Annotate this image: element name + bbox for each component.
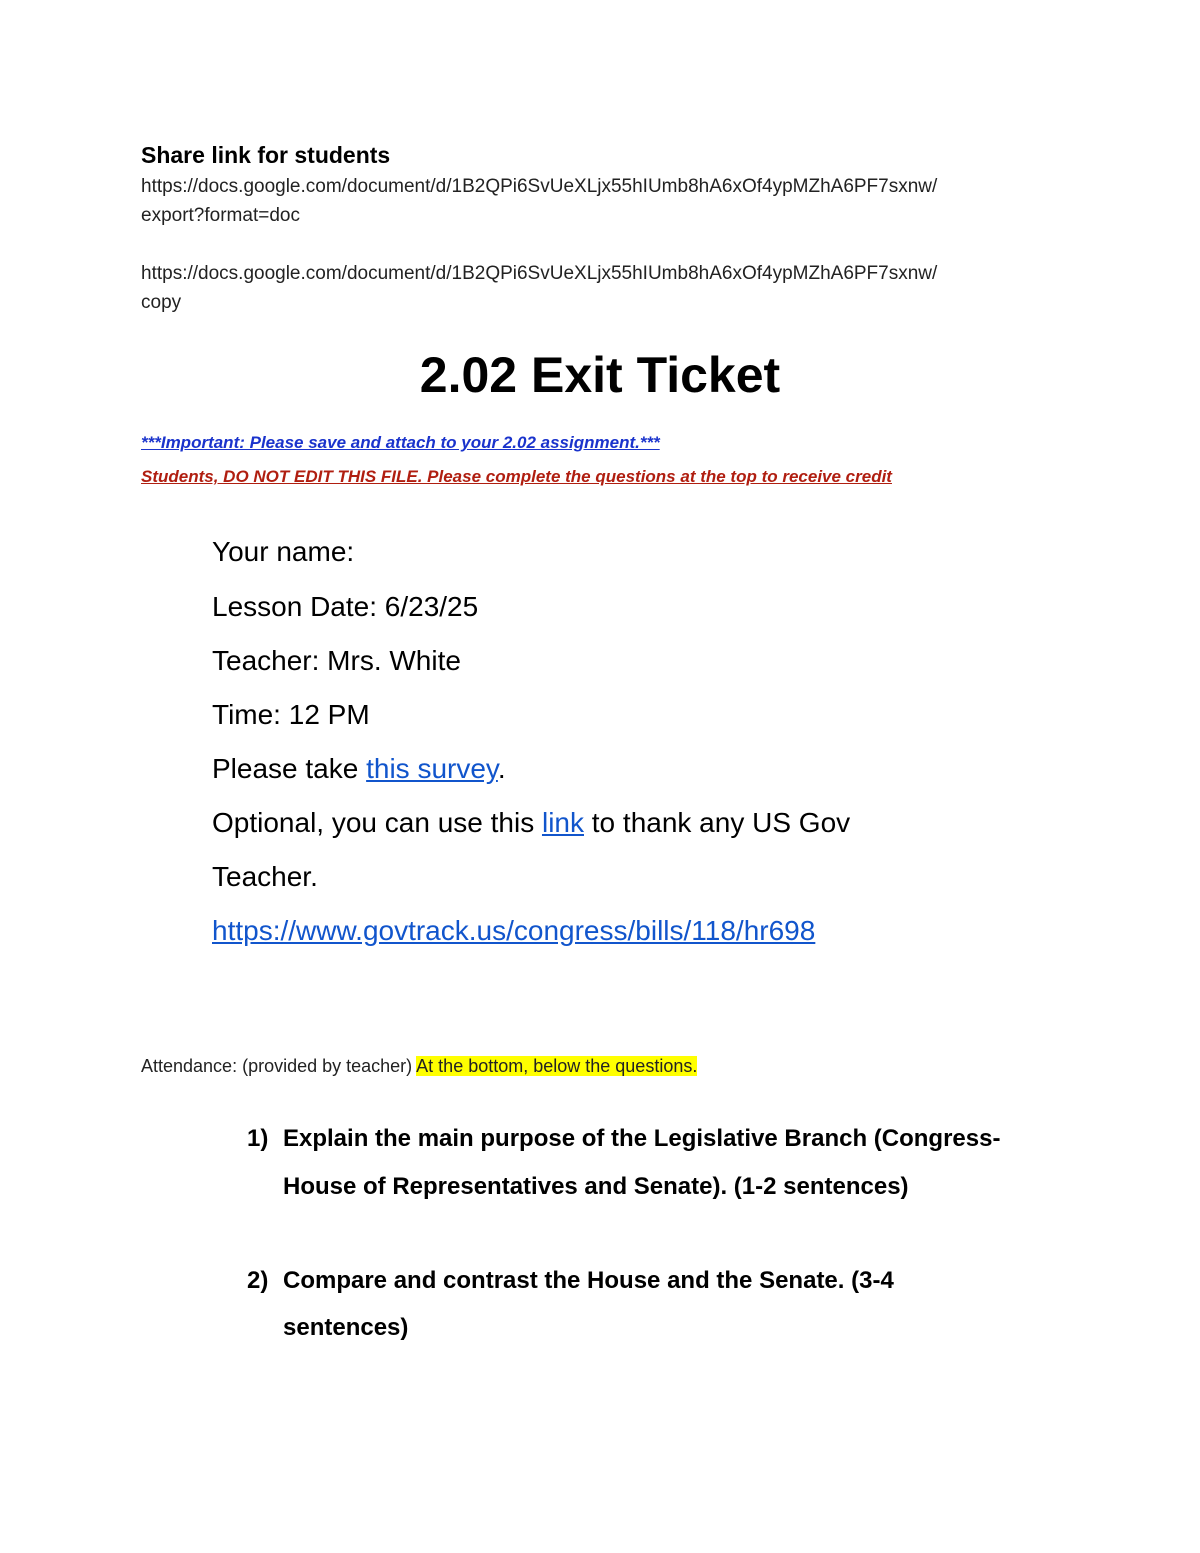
survey-line <box>212 753 506 785</box>
thank-link[interactable]: link <box>541 807 584 838</box>
lesson-date: Lesson Date: 6/23/25 <box>212 591 479 622</box>
do-not-edit-notice: Students, DO NOT EDIT THIS FILE. Please complete the questions at the top to receive credit <box>141 467 892 486</box>
important-notice: ***Important: Please save and attach to your 2.02 assignment.*** <box>141 433 660 452</box>
govtrack-link[interactable]: https://www.govtrack.us/congress/bills/118/hr698 <box>212 915 816 946</box>
share-url-1-line-1: https://docs.google.com/document/d/1B2QPi6SvUeXLjx55hIUmb8hA6xOf4ypMZhA6PF7sxnw/ <box>141 176 938 197</box>
survey-link[interactable]: this survey <box>366 753 498 784</box>
page-title: 2.02 Exit Ticket <box>419 347 781 403</box>
question-2-line-2: sentences) <box>283 1314 409 1341</box>
share-url-2-line-1: https://docs.google.com/document/d/1B2QPi6SvUeXLjx55hIUmb8hA6xOf4ypMZhA6PF7sxnw/ <box>141 263 938 284</box>
question-1-line-1: Explain the main purpose of the Legislative Branch (Congress- <box>283 1125 1001 1152</box>
thank-suffix: to thank any US Gov <box>584 807 851 838</box>
share-url-1-line-2: export?format=doc <box>141 205 300 226</box>
share-heading: Share link for students <box>141 142 391 168</box>
question-1-line-2: House of Representatives and Senate). (1-2 sentences) <box>283 1173 909 1200</box>
lesson-time: Time: 12 PM <box>212 699 370 730</box>
attendance-highlight: At the bottom, below the questions. <box>416 1056 698 1076</box>
name-label: Your name: <box>212 536 355 567</box>
question-2-line-1: Compare and contrast the House and the Senate. (3-4 <box>283 1267 894 1294</box>
thank-prefix: Optional, you can use this <box>212 807 542 838</box>
thank-line-2: Teacher. <box>212 861 318 892</box>
survey-suffix: . <box>497 753 506 784</box>
question-2-number: 2) <box>247 1267 269 1294</box>
attendance-label: Attendance: (provided by teacher) <box>141 1056 417 1076</box>
share-url-2-line-2: copy <box>141 292 182 313</box>
thank-line <box>212 807 850 839</box>
attendance-line <box>141 1056 697 1077</box>
question-1-number: 1) <box>247 1125 269 1152</box>
survey-prefix: Please take <box>212 753 367 784</box>
teacher-name: Teacher: Mrs. White <box>212 645 461 676</box>
